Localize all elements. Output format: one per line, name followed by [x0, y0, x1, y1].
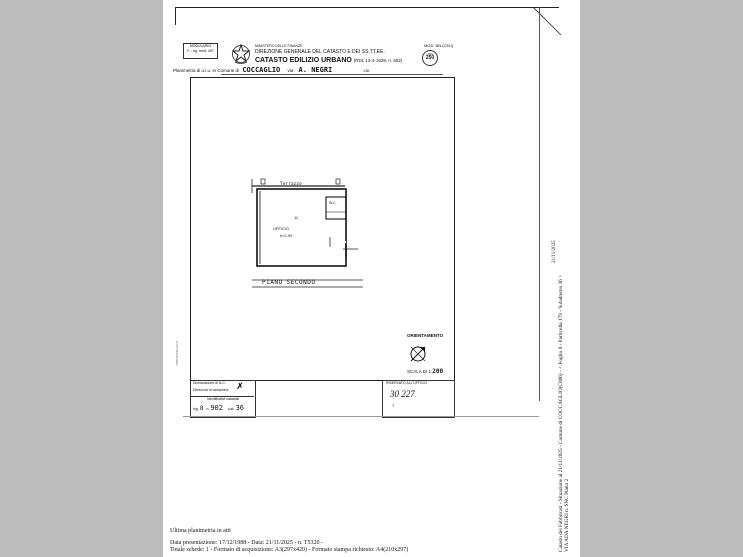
civ-label: civ. — [363, 68, 370, 73]
lire-stamp — [422, 50, 438, 66]
lire-label: LIRE — [426, 52, 434, 56]
wc-label: W.C. — [329, 201, 337, 205]
side-vertical-text: Catasto dei Fabbricati - Situazione al 21/11/2025 - Comune di COCCAGLIO(C806) - < Foglio 8 - Particella 179 - Subalterno 36 > — [558, 274, 564, 552]
corner-fold — [533, 7, 563, 37]
planimetry-underline — [221, 74, 443, 75]
footer-last-plan: Ultima planimetria in atti — [170, 528, 231, 534]
ministry-text: MINISTERO DELLE FINANZE — [255, 44, 303, 48]
orientation-label: ORIENTAMENTO — [407, 333, 444, 338]
catasto-title — [255, 57, 402, 64]
floor-label: PIANO SECONDO — [262, 279, 316, 286]
left-border-line — [175, 7, 176, 25]
declaration-text: Dichiarazione di N.C. — [193, 381, 226, 385]
comune-value: COCCAGLIO — [242, 66, 281, 74]
planimetry-prefix: Planimetria di u.i.u. in Comune di — [173, 68, 240, 73]
parcel-value: 902 — [210, 404, 223, 412]
footer-total: Totale schede: 1 - Formato di acquisizione: A3(297x420) - Formato stampa richiesto: A4(210x297) — [170, 547, 409, 553]
lire-value: 250 — [425, 55, 435, 61]
terrace-label: Terrazzo — [280, 182, 302, 187]
parcel-label: n. — [206, 407, 210, 411]
directorate-text: DIREZIONE GENERALE DEL CATASTO E DEI SS.TT.EE. — [255, 49, 385, 55]
form-box-right — [382, 380, 455, 418]
side-vertical-text-2: VIA ADA NEGRI n. SNC Piano 2 — [564, 478, 570, 552]
footer-presentation: Data presentazione: 17/12/1988 - Data: 21/11/2025 - n. T5320 - — [170, 540, 323, 546]
variation-text: Denuncia di variazione — [193, 388, 229, 392]
room-number: 11 — [294, 215, 299, 220]
sheet-label: fog. — [193, 407, 199, 411]
sheet-right-border — [539, 7, 540, 401]
side-date-stamp: 21/11/2025 — [552, 240, 557, 263]
title-text: CATASTO EDILIZIO URBANO — [255, 57, 352, 64]
room-label: UFFICIO — [273, 226, 289, 231]
document-page — [163, 0, 580, 557]
top-border-line — [175, 7, 559, 8]
identifiers-label: Identificativi catastali — [207, 397, 240, 401]
model-code: MOD. BN (CEU) — [424, 43, 454, 48]
via-value: A. NEGRI — [298, 66, 333, 74]
model-box: MODULARIO F. - rig. rend. 497 — [183, 43, 218, 59]
via-label: via — [287, 68, 294, 73]
variation-checkbox: ✗ — [236, 381, 244, 391]
office-value: 30 227 — [390, 389, 415, 399]
planimetry-line — [173, 67, 370, 74]
law-ref-text: (RDL 13-4-1939, n. 652) — [353, 58, 403, 63]
emblem-icon — [231, 43, 251, 65]
office-sub: 7 — [392, 403, 395, 408]
sheet-value: 8 — [199, 405, 204, 412]
office-label: RISERVATO ALL'UFFICIO — [386, 381, 428, 385]
identifiers-line — [193, 405, 244, 412]
scale-value: 200 — [432, 368, 444, 375]
side-note: PROTOCOLLO N. ... — [175, 337, 179, 365]
scale-label: SCALA DI 1: — [407, 369, 433, 374]
scale-text — [407, 369, 443, 375]
sheet-bottom-border — [183, 416, 539, 417]
room-height: h=2.90 — [280, 233, 293, 238]
sub-label: sub. — [227, 407, 235, 411]
sub-value: 36 — [235, 404, 245, 412]
